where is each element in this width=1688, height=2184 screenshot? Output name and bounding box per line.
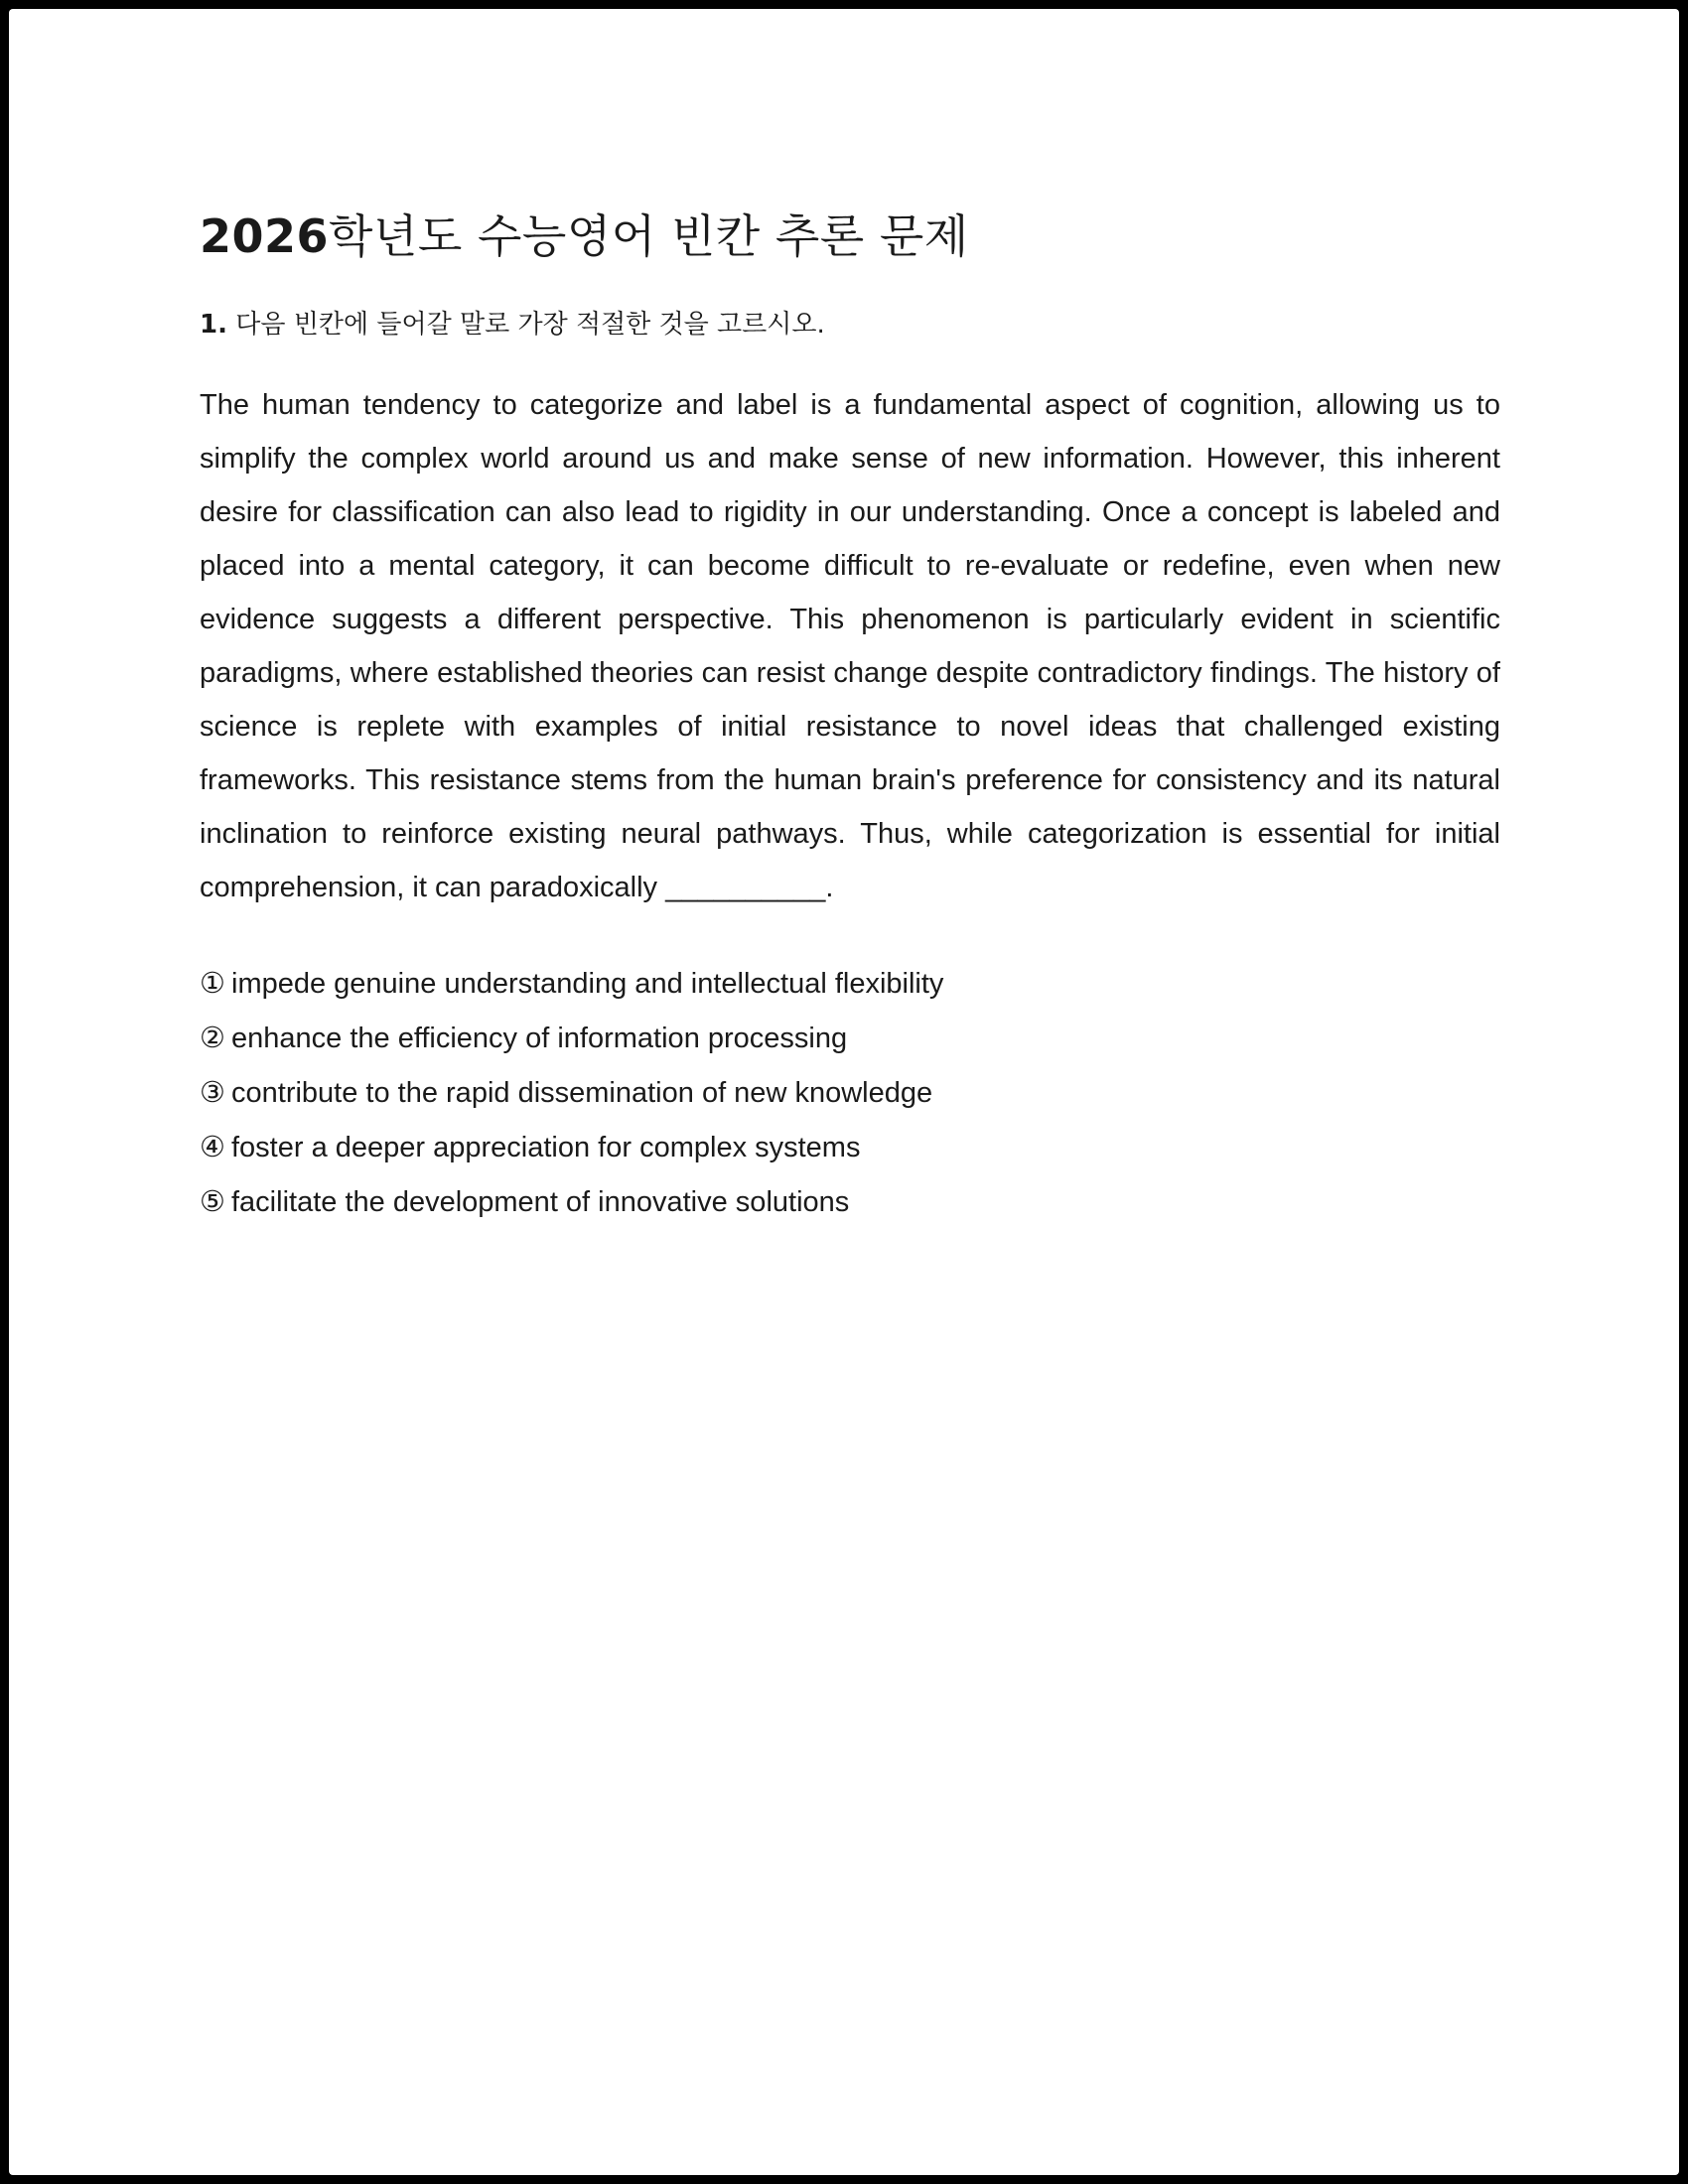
- question-instruction: 다음 빈칸에 들어갈 말로 가장 적절한 것을 고르시오.: [235, 310, 825, 340]
- question-prompt: [200, 303, 1500, 346]
- option-text: impede genuine understanding and intellectual flexibility: [231, 968, 944, 1000]
- option-marker: ③: [200, 1075, 225, 1109]
- document-page: [9, 9, 1679, 2175]
- option-marker: ⑤: [200, 1184, 225, 1218]
- option-text: contribute to the rapid dissemination of new knowledge: [231, 1077, 933, 1109]
- answer-options: [200, 956, 1500, 1229]
- answer-option-1: [200, 956, 1500, 1011]
- title-year: 2026: [200, 209, 330, 263]
- answer-option-3: [200, 1065, 1500, 1120]
- option-marker: ④: [200, 1130, 225, 1163]
- option-marker: ②: [200, 1021, 225, 1054]
- answer-option-5: [200, 1174, 1500, 1229]
- page-content: [200, 198, 1500, 1229]
- option-marker: ①: [200, 966, 225, 1000]
- question-number: 1.: [200, 310, 227, 340]
- option-text: foster a deeper appreciation for complex systems: [231, 1132, 861, 1163]
- answer-option-4: [200, 1120, 1500, 1174]
- option-text: facilitate the development of innovative solutions: [231, 1186, 850, 1218]
- title-text: 학년도 수능영어 빈칸 추론 문제: [329, 209, 969, 263]
- option-text: enhance the efficiency of information processing: [231, 1023, 848, 1054]
- page-title: [200, 198, 1500, 275]
- answer-option-2: [200, 1011, 1500, 1065]
- passage-text: The human tendency to categorize and label is a fundamental aspect of cognition, allowing us to simplify the complex world around us and make sense of new information. However, this inherent desire for classification can also lead to rigidity in our understanding. Once a concept is labeled and placed into a mental category, it can become difficult to re-evaluate or redefine, even when new evidence suggests a different perspective. This phenomenon is particularly evident in scientific paradigms, where established theories can resist change despite contradictory findings. The history of science is replete with examples of initial resistance to novel ideas that challenged existing frameworks. This resistance stems from the human brain's preference for consistency and its natural inclination to reinforce existing neural pathways. Thus, while categorization is essential for initial comprehension, it can paradoxically __________.: [200, 389, 1500, 903]
